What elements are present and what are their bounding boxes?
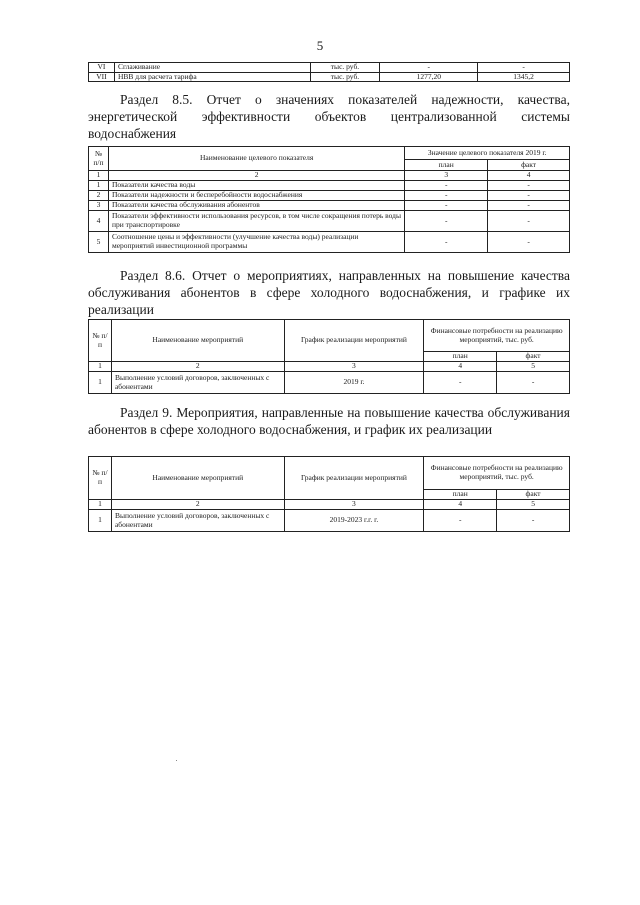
indicators-table — [88, 146, 570, 253]
table-header-row — [89, 320, 570, 352]
header-plan: план — [424, 352, 497, 362]
scan-speck — [176, 760, 177, 761]
row-number: 5 — [89, 232, 109, 253]
row-plan: - — [405, 191, 488, 201]
row-number: 3 — [89, 201, 109, 211]
row-name: Соотношение цены и эффективности (улучшение качества воды) реализации мероприятий инвестиционной программы — [108, 232, 404, 253]
column-numbers-row — [89, 500, 570, 510]
header-fact: факт — [497, 352, 570, 362]
row-fact: - — [497, 372, 570, 394]
column-number: 5 — [497, 362, 570, 372]
header-num: № п/п — [89, 457, 112, 500]
section-8-6-heading — [88, 267, 570, 318]
table-row — [89, 232, 570, 253]
header-fact: факт — [488, 160, 570, 171]
table-row — [89, 201, 570, 211]
row-number: 1 — [89, 510, 112, 532]
column-number: 2 — [111, 362, 284, 372]
row-name: Выполнение условий договоров, заключенных с абонентами — [111, 372, 284, 394]
column-number: 2 — [111, 500, 284, 510]
column-number: 2 — [108, 171, 404, 181]
row-fact: - — [488, 211, 570, 232]
row-name: Выполнение условий договоров, заключенных с абонентами — [111, 510, 284, 532]
column-numbers-row — [89, 171, 570, 181]
table-row — [89, 181, 570, 191]
measures-plan-table — [88, 456, 570, 532]
row-value: 1277,20 — [380, 72, 478, 82]
header-schedule: График реализации мероприятий — [284, 457, 424, 500]
row-name: Показатели надежности и бесперебойности водоснабжения — [108, 191, 404, 201]
header-num: № п/п — [89, 147, 109, 171]
table-row — [89, 63, 570, 73]
column-numbers-row — [89, 362, 570, 372]
row-fact: - — [488, 232, 570, 253]
table-header-row — [89, 147, 570, 160]
row-name: Сглаживание — [114, 63, 310, 73]
heading-text: Раздел 9. Мероприятия, направленные на повышение качества обслуживания абонентов в сфере холодного водоснабжения, и график их реализации — [88, 405, 570, 437]
row-fact: - — [488, 181, 570, 191]
table-row — [89, 211, 570, 232]
column-number: 4 — [488, 171, 570, 181]
column-number: 5 — [497, 500, 570, 510]
row-value: 1345,2 — [478, 72, 570, 82]
row-fact: - — [488, 191, 570, 201]
row-value: - — [380, 63, 478, 73]
row-plan: - — [405, 211, 488, 232]
row-plan: - — [424, 510, 497, 532]
heading-text: Раздел 8.6. Отчет о мероприятиях, направленных на повышение качества обслуживания абонентов в сфере холодного водоснабжения, и графике их реализации — [88, 268, 570, 317]
page-number: 5 — [316, 38, 324, 53]
column-number: 1 — [89, 362, 112, 372]
measures-report-table — [88, 319, 570, 394]
row-name: Показатели качества воды — [108, 181, 404, 191]
table-header-row — [89, 457, 570, 490]
row-unit: тыс. руб. — [310, 63, 380, 73]
table-row — [89, 510, 570, 532]
row-number: 1 — [89, 372, 112, 394]
header-value-group: Значение целевого показателя 2019 г. — [405, 147, 570, 160]
table-row — [89, 372, 570, 394]
row-schedule: 2019 г. — [284, 372, 424, 394]
table-row — [89, 191, 570, 201]
row-name: Показатели эффективности использования ресурсов, в том числе сокращения потерь воды при транспортировке — [108, 211, 404, 232]
row-number: VI — [89, 63, 115, 73]
row-plan: - — [405, 201, 488, 211]
table-row — [89, 72, 570, 82]
row-number: 2 — [89, 191, 109, 201]
heading-text: Раздел 8.5. Отчет о значениях показателей надежности, качества, энергетической эффективности объектов централизованной системы водоснабжения — [88, 92, 570, 141]
row-schedule: 2019-2023 г.г. г. — [284, 510, 424, 532]
header-name: Наименование мероприятий — [111, 457, 284, 500]
row-number: VII — [89, 72, 115, 82]
header-schedule: График реализации мероприятий — [284, 320, 424, 362]
row-plan: - — [405, 232, 488, 253]
row-fact: - — [488, 201, 570, 211]
column-number: 1 — [89, 500, 112, 510]
header-finance: Финансовые потребности на реализацию мероприятий, тыс. руб. — [424, 320, 570, 352]
header-name: Наименование целевого показателя — [108, 147, 404, 171]
header-finance: Финансовые потребности на реализацию мероприятий, тыс. руб. — [424, 457, 570, 490]
row-plan: - — [424, 372, 497, 394]
header-name: Наименование мероприятий — [111, 320, 284, 362]
column-number: 4 — [424, 362, 497, 372]
column-number: 3 — [405, 171, 488, 181]
row-plan: - — [405, 181, 488, 191]
tariff-table — [88, 62, 570, 82]
row-name: Показатели качества обслуживания абонентов — [108, 201, 404, 211]
column-number: 4 — [424, 500, 497, 510]
header-plan: план — [405, 160, 488, 171]
row-unit: тыс. руб. — [310, 72, 380, 82]
column-number: 3 — [284, 500, 424, 510]
section-9-heading — [88, 404, 570, 438]
column-number: 3 — [284, 362, 424, 372]
row-number: 4 — [89, 211, 109, 232]
section-8-5-heading — [88, 91, 570, 142]
header-fact: факт — [497, 490, 570, 500]
column-number: 1 — [89, 171, 109, 181]
row-value: - — [478, 63, 570, 73]
row-fact: - — [497, 510, 570, 532]
header-num: № п/п — [89, 320, 112, 362]
header-plan: план — [424, 490, 497, 500]
row-number: 1 — [89, 181, 109, 191]
row-name: НВВ для расчета тарифа — [114, 72, 310, 82]
